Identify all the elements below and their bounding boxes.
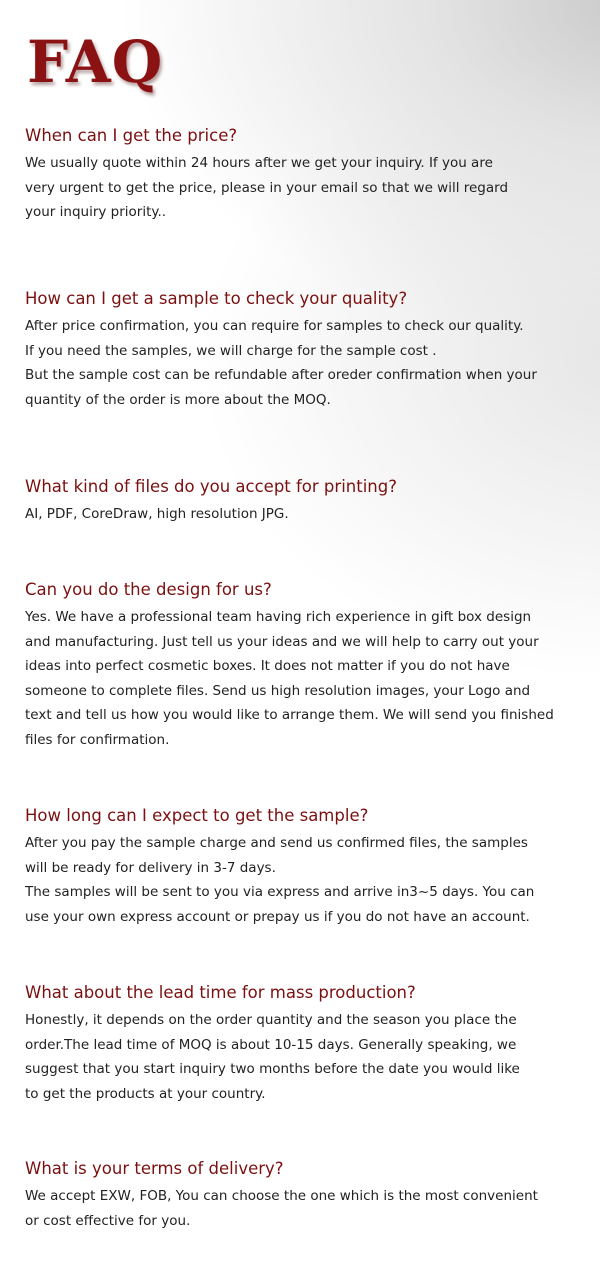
answer-line: After you pay the sample charge and send us confirmed files, the samples <box>25 835 528 851</box>
faq-question: What is your terms of delivery? <box>25 1159 284 1178</box>
faq-question: Can you do the design for us? <box>25 580 272 599</box>
answer-line: Yes. We have a professional team having rich experience in gift box design <box>25 609 532 625</box>
answer-line: suggest that you start inquiry two months before the date you would like <box>25 1061 520 1078</box>
faq-item-files <box>25 476 585 527</box>
answer-line: order.The lead time of MOQ is about 10-15 days. Generally speaking, we <box>25 1036 517 1053</box>
answer-line: quantity of the order is more about the MOQ. <box>25 391 331 408</box>
faq-item-delivery-terms <box>25 1158 585 1233</box>
answer-line: We usually quote within 24 hours after we get your inquiry. If you are <box>25 155 493 171</box>
faq-question: How can I get a sample to check your quality? <box>25 289 408 308</box>
answer-line: and manufacturing. Just tell us your ideas and we will help to carry out your <box>25 633 539 650</box>
answer-line: use your own express account or prepay us if you do not have an account. <box>25 908 530 925</box>
answer-line: We accept EXW, FOB, You can choose the one which is the most convenient <box>25 1188 538 1204</box>
answer-line: ideas into perfect cosmetic boxes. It does not matter if you do not have <box>25 658 510 675</box>
faq-question: When can I get the price? <box>25 126 238 145</box>
answer-line: After price confirmation, you can require for samples to check our quality. <box>25 318 524 334</box>
faq-item-design <box>25 579 585 753</box>
answer-line: to get the products at your country. <box>25 1085 266 1102</box>
answer-line: your inquiry priority.. <box>25 204 167 221</box>
page-title: FAQ <box>27 28 164 96</box>
answer-line: or cost effective for you. <box>25 1212 191 1229</box>
faq-answer <box>25 831 585 929</box>
faq-question: What about the lead time for mass production? <box>25 983 416 1002</box>
faq-question: What kind of files do you accept for printing? <box>25 477 397 496</box>
answer-line: Honestly, it depends on the order quantity and the season you place the <box>25 1012 517 1028</box>
answer-line: The samples will be sent to you via express and arrive in3~5 days. You can <box>25 884 535 901</box>
faq-item-price <box>25 125 585 225</box>
faq-answer <box>25 151 585 225</box>
faq-answer <box>25 1184 585 1233</box>
faq-answer <box>25 502 585 527</box>
faq-item-sample-quality <box>25 288 585 412</box>
faq-answer <box>25 314 585 412</box>
faq-item-sample-time <box>25 805 585 929</box>
faq-item-lead-time <box>25 982 585 1106</box>
faq-question: How long can I expect to get the sample? <box>25 806 369 825</box>
answer-line: text and tell us how you would like to arrange them. We will send you finished <box>25 707 554 724</box>
answer-line: AI, PDF, CoreDraw, high resolution JPG. <box>25 506 289 522</box>
answer-line: someone to complete files. Send us high resolution images, your Logo and <box>25 682 531 699</box>
answer-line: very urgent to get the price, please in your email so that we will regard <box>25 179 509 196</box>
answer-line: files for confirmation. <box>25 731 170 748</box>
faq-answer <box>25 605 585 753</box>
answer-line: If you need the samples, we will charge for the sample cost . <box>25 342 437 359</box>
answer-line: will be ready for delivery in 3-7 days. <box>25 859 276 876</box>
faq-answer <box>25 1008 585 1106</box>
answer-line: But the sample cost can be refundable after oreder confirmation when your <box>25 367 537 384</box>
